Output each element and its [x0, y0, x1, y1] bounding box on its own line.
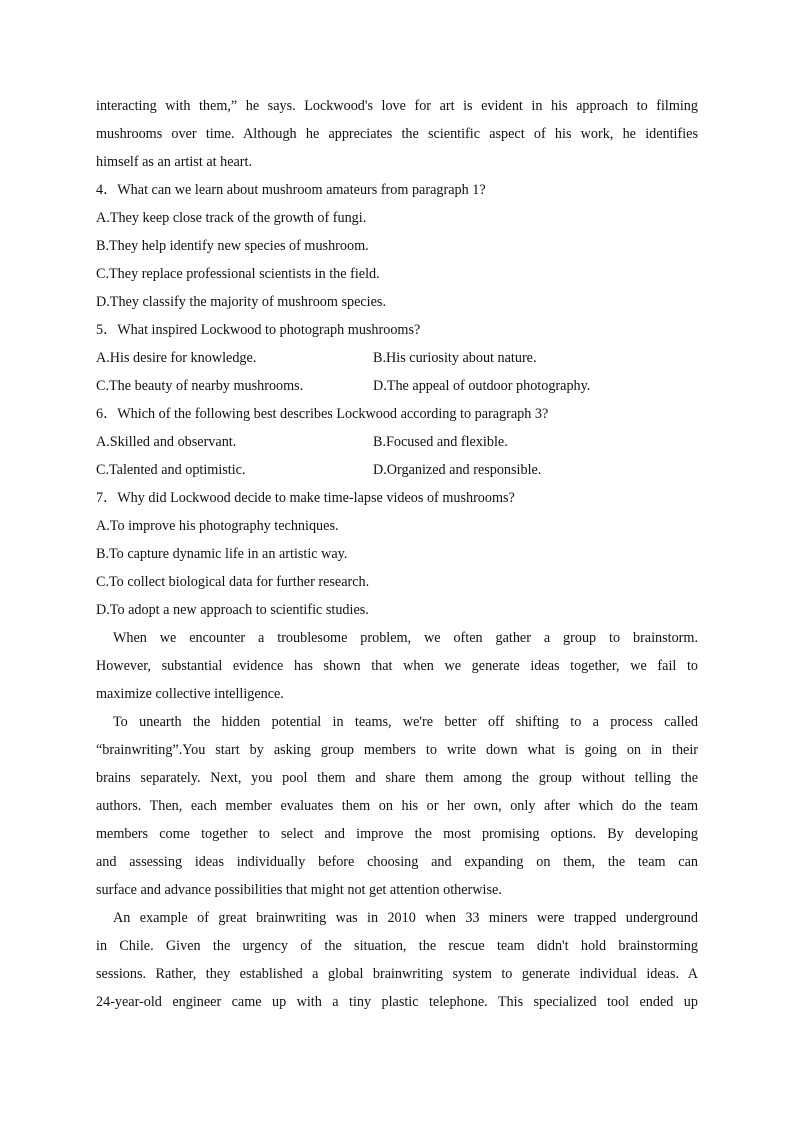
answer-option: A.His desire for knowledge.	[96, 350, 257, 366]
answer-option: D.The appeal of outdoor photography.	[373, 378, 591, 394]
answer-option: A.To improve his photography techniques.	[96, 518, 339, 534]
passage-2	[96, 624, 698, 1016]
question-stem: 4．What can we learn about mushroom amateurs from paragraph 1?	[96, 182, 486, 198]
text-line: interacting with them,” he says. Lockwood's love for art is evident in his approach to filming	[96, 98, 698, 114]
answer-option: C.Talented and optimistic.	[96, 462, 246, 478]
option-row	[96, 372, 698, 400]
question-7	[96, 484, 698, 624]
text-line: in Chile. Given the urgency of the situation, the rescue team didn't hold brainstorming	[96, 938, 698, 954]
text-line: An example of great brainwriting was in 2010 when 33 miners were trapped underground	[113, 910, 698, 926]
option-row	[96, 456, 698, 484]
text-line: brains separately. Next, you pool them and share them among the group without telling the	[96, 770, 698, 786]
answer-option: B.Focused and flexible.	[373, 434, 508, 450]
text-line: sessions. Rather, they established a global brainwriting system to generate individual ideas. A	[96, 966, 698, 982]
question-5	[96, 316, 698, 400]
option-row	[96, 344, 698, 372]
question-4	[96, 176, 698, 316]
question-6	[96, 400, 698, 484]
text-line: maximize collective intelligence.	[96, 686, 284, 702]
text-line: When we encounter a troublesome problem, we often gather a group to brainstorm.	[113, 630, 698, 646]
question-stem: 5．What inspired Lockwood to photograph mushrooms?	[96, 322, 421, 338]
answer-option: A.Skilled and observant.	[96, 434, 237, 450]
answer-option: C.They replace professional scientists in the field.	[96, 266, 380, 282]
answer-option: D.Organized and responsible.	[373, 462, 542, 478]
text-line: To unearth the hidden potential in teams, we're better off shifting to a process called	[113, 714, 698, 730]
text-line: himself as an artist at heart.	[96, 154, 253, 170]
text-line: authors. Then, each member evaluates them on his or her own, only after which do the team	[96, 798, 698, 814]
document-page	[96, 92, 698, 1016]
text-line: mushrooms over time. Although he appreciates the scientific aspect of his work, he identifies	[96, 126, 698, 142]
question-stem: 7．Why did Lockwood decide to make time-lapse videos of mushrooms?	[96, 490, 515, 506]
answer-option: C.To collect biological data for further research.	[96, 574, 370, 590]
passage-continuation	[96, 92, 698, 176]
answer-option: B.His curiosity about nature.	[373, 350, 537, 366]
answer-option: B.To capture dynamic life in an artistic way.	[96, 546, 348, 562]
text-line: However, substantial evidence has shown that when we generate ideas together, we fail to	[96, 658, 698, 674]
text-line: and assessing ideas individually before choosing and expanding on them, the team can	[96, 854, 698, 870]
paragraph	[96, 624, 698, 708]
answer-option: A.They keep close track of the growth of fungi.	[96, 210, 367, 226]
option-row	[96, 428, 698, 456]
paragraph	[96, 708, 698, 904]
answer-option: C.The beauty of nearby mushrooms.	[96, 378, 304, 394]
text-line: 24-year-old engineer came up with a tiny plastic telephone. This specialized tool ended up	[96, 994, 698, 1010]
answer-option: B.They help identify new species of mushroom.	[96, 238, 369, 254]
text-line: members come together to select and improve the most promising options. By developing	[96, 826, 698, 842]
answer-option: D.They classify the majority of mushroom species.	[96, 294, 386, 310]
paragraph	[96, 904, 698, 1016]
text-line: surface and advance possibilities that might not get attention otherwise.	[96, 882, 502, 898]
answer-option: D.To adopt a new approach to scientific studies.	[96, 602, 369, 618]
text-line: “brainwriting”.You start by asking group members to write down what is going on in their	[96, 742, 698, 758]
question-stem: 6．Which of the following best describes Lockwood according to paragraph 3?	[96, 406, 549, 422]
